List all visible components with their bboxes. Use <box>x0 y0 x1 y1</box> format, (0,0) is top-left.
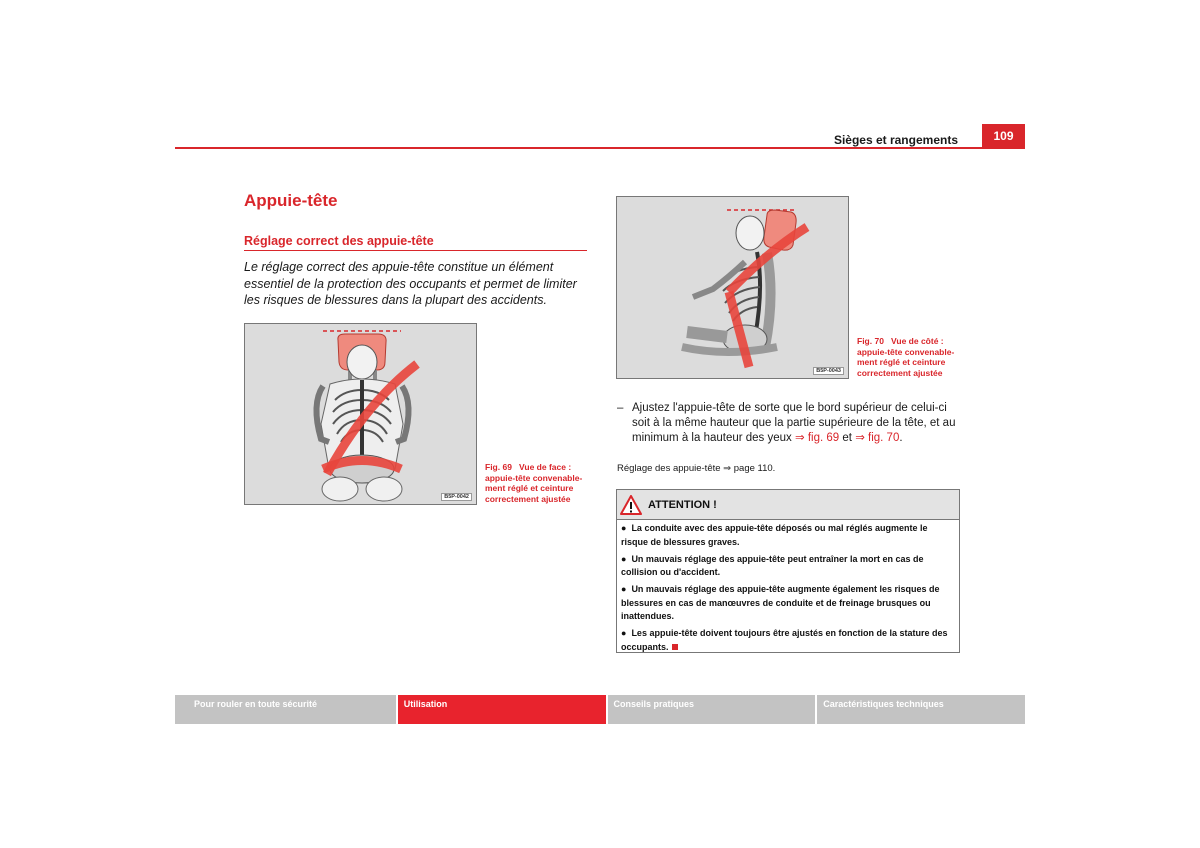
warning-box <box>616 489 960 653</box>
caption-label: Fig. 69 <box>485 462 512 472</box>
figure-69-caption <box>485 462 595 504</box>
front-view-illustration <box>245 324 476 504</box>
step-text-wrapper <box>632 401 967 446</box>
page-reference: Réglage des appuie-tête ⇒ page 110. <box>617 463 776 474</box>
side-view-illustration <box>617 197 848 378</box>
main-heading: Appuie-tête <box>244 191 338 210</box>
step-dash: – <box>617 402 624 414</box>
figure-70-caption <box>857 336 967 378</box>
instruction-step <box>617 401 967 446</box>
warning-item: ● La conduite avec des appuie-tête déposés ou mal réglés augmente le risque de blessures graves. <box>621 523 928 547</box>
step-text: Ajustez l'appuie-tête de sorte que le bord supérieur de celui-ci soit à la même hauteur que la partie supérieure de la tête, et au minimum à la hauteur des yeux <box>632 402 956 444</box>
caption-text: Vue de côté : appuie-tête convenable-ment réglé et ceinture correctement ajustée <box>857 336 955 378</box>
figure-70-side-view <box>616 196 849 379</box>
figure-code: B5P-0042 <box>441 493 472 501</box>
warning-item: ● Un mauvais réglage des appuie-tête augmente également les risques de blessures en cas de manœuvres de conduite et de freinage brusques ou inattendues. <box>621 584 940 621</box>
sub-heading: Réglage correct des appuie-tête <box>244 234 587 251</box>
warning-list <box>617 520 959 654</box>
intro-paragraph: Le réglage correct des appuie-tête constitue un élément essentiel de la protection des occupants et permet de limiter les risques de blessures dans la plupart des accidents. <box>244 260 577 307</box>
step-connector: et <box>842 432 852 444</box>
footer-tab-specs[interactable]: Caractéristiques techniques <box>817 695 1025 724</box>
warning-item-text: Un mauvais réglage des appuie-tête augmente également les risques de blessures en cas de manœuvres de conduite et de freinage brusques ou inattendues. <box>621 584 940 621</box>
caption-text: Vue de face : appuie-tête convenable-ment réglé et ceinture correctement ajustée <box>485 462 583 504</box>
footer-nav <box>175 695 1025 724</box>
footer-tab-tips[interactable]: Conseils pratiques <box>608 695 816 724</box>
figure-69-link[interactable]: ⇒ fig. 69 <box>795 432 840 444</box>
figure-code: B5P-0043 <box>813 367 844 375</box>
figure-70-link[interactable]: ⇒ fig. 70 <box>855 432 900 444</box>
warning-title: ATTENTION ! <box>648 498 717 511</box>
page-number: 109 <box>982 124 1025 148</box>
end-of-section-icon <box>672 644 678 650</box>
running-header-title: Sièges et rangements <box>833 133 958 147</box>
warning-triangle-icon <box>620 495 642 515</box>
warning-item-text: Les appuie-tête doivent toujours être ajustés en fonction de la stature des occupants. <box>621 628 948 652</box>
warning-item-text: La conduite avec des appuie-tête déposés ou mal réglés augmente le risque de blessures graves. <box>621 523 928 547</box>
warning-item: ● Un mauvais réglage des appuie-tête peut entraîner la mort en cas de collision ou d'accident. <box>621 553 924 577</box>
footer-tab-safety[interactable]: Pour rouler en toute sécurité <box>175 695 396 724</box>
warning-header <box>617 490 959 520</box>
step-end: . <box>899 432 903 444</box>
warning-item: ● Les appuie-tête doivent toujours être ajustés en fonction de la stature des occupants. <box>621 628 948 652</box>
warning-item-text: Un mauvais réglage des appuie-tête peut entraîner la mort en cas de collision ou d'accident. <box>621 553 924 577</box>
footer-tab-utilisation[interactable]: Utilisation <box>398 695 606 724</box>
figure-69-front-view <box>244 323 477 505</box>
header-rule <box>175 147 1025 149</box>
caption-label: Fig. 70 <box>857 336 884 346</box>
